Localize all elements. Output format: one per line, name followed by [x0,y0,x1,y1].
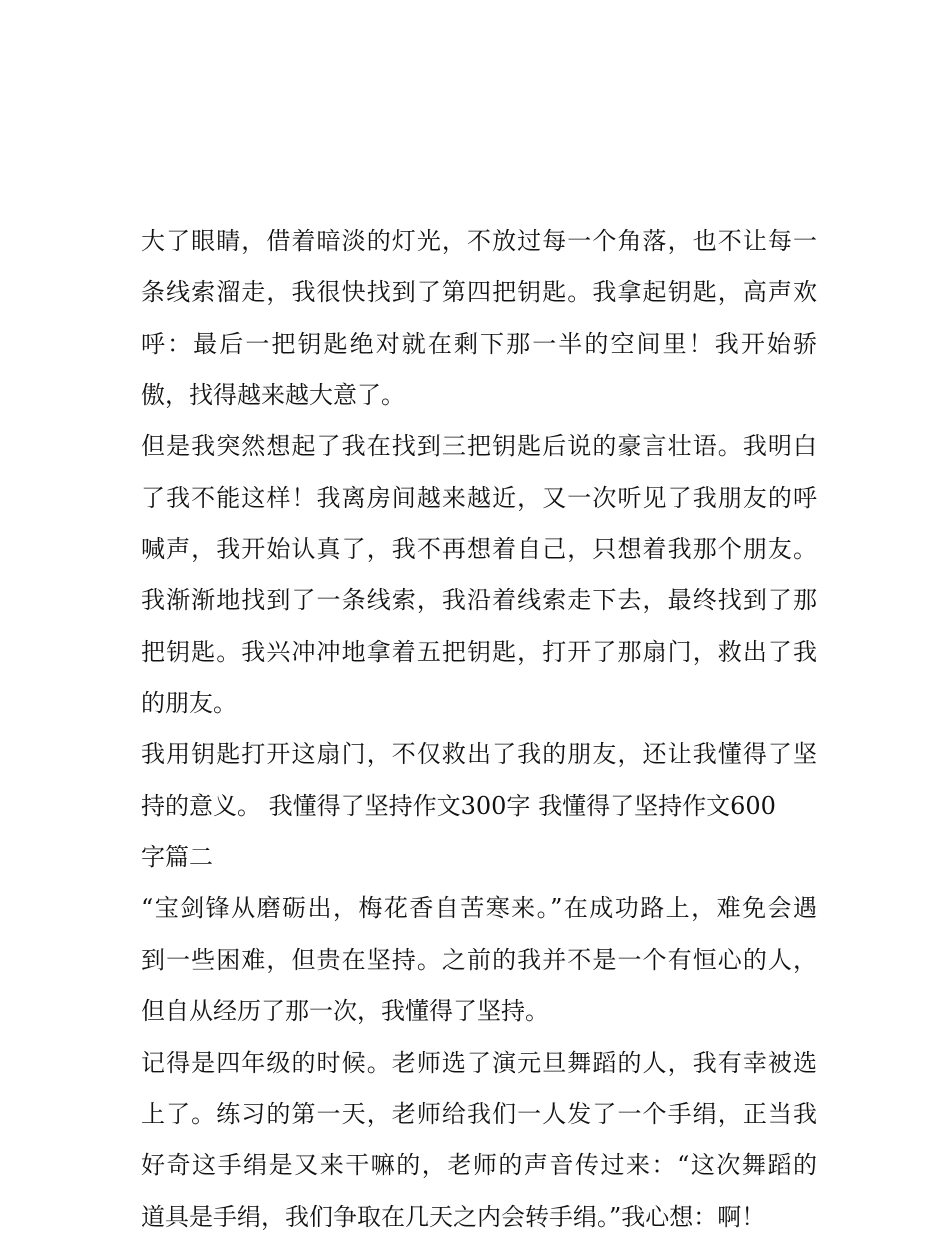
text-line: 我渐渐地找到了一条线索，我沿着线索走下去，最终找到了那 [141,586,817,615]
text-line: 但自从经历了那一次，我懂得了坚持。 [141,997,549,1026]
text-line: “宝剑锋从磨砺出，梅花香自苦寒来。”在成功路上，难免会遇 [141,894,817,923]
text-line: 大了眼睛，借着暗淡的灯光，不放过每一个角落，也不让每一 [141,227,817,255]
text-line: 傲，找得越来越大意了。 [141,381,405,410]
text-line: 好奇这手绢是又来干嘛的，老师的声音传过来：“这次舞蹈的 [141,1151,817,1180]
text-line: 了我不能这样！我离房间越来越近，又一次听见了我朋友的呼 [141,483,817,512]
text-line: 但是我突然想起了我在找到三把钥匙后说的豪言壮语。我明白 [141,432,817,461]
body-text [141,216,817,1243]
text-line: 到一些困难，但贵在坚持。之前的我并不是一个有恒心的人， [141,945,817,974]
text-line: 呼：最后一把钥匙绝对就在剩下那一半的空间里！我开始骄 [141,329,817,358]
text-line: 的朋友。 [141,689,237,718]
text-line: 记得是四年级的时候。老师选了演元旦舞蹈的人，我有幸被选 [141,1048,817,1077]
text-line: 把钥匙。我兴冲冲地拿着五把钥匙，打开了那扇门，救出了我 [141,637,817,666]
text-line: 字篇二 [141,843,213,872]
text-line: 道具是手绢，我们争取在几天之内会转手绢。”我心想：啊！ [141,1202,766,1231]
text-line: 我用钥匙打开这扇门，不仅救出了我的朋友，还让我懂得了坚 [141,740,817,769]
text-line: 持的意义。 我懂得了坚持作文300字 我懂得了坚持作文600 [141,791,776,820]
text-line: 上了。练习的第一天，老师给我们一人发了一个手绢，正当我 [141,1099,817,1128]
text-line: 喊声，我开始认真了，我不再想着自己，只想着我那个朋友。 [141,535,817,564]
text-line: 条线索溜走，我很快找到了第四把钥匙。我拿起钥匙，高声欢 [141,278,817,307]
